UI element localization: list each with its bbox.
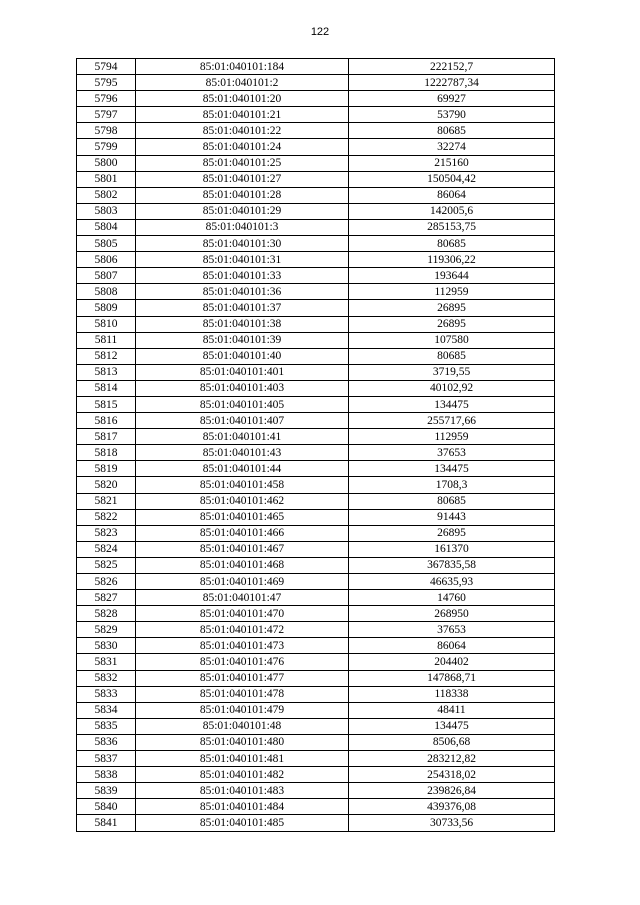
cadastral-number-cell: 85:01:040101:482 [136,767,349,783]
cadastral-number-cell: 85:01:040101:20 [136,91,349,107]
table-row [77,622,555,638]
cadastral-value-cell: 14760 [349,590,555,606]
cadastral-value-cell: 37653 [349,622,555,638]
row-number-cell: 5824 [77,541,136,557]
row-number-cell: 5823 [77,525,136,541]
cadastral-value-cell: 30733,56 [349,815,555,831]
cadastral-number-cell: 85:01:040101:36 [136,284,349,300]
row-number-cell: 5807 [77,268,136,284]
cadastral-value-cell: 8506,68 [349,734,555,750]
row-number-cell: 5833 [77,686,136,702]
cadastral-number-cell: 85:01:040101:476 [136,654,349,670]
row-number-cell: 5827 [77,590,136,606]
cadastral-value-cell: 86064 [349,638,555,654]
cadastral-value-cell: 1222787,34 [349,75,555,91]
cadastral-number-cell: 85:01:040101:467 [136,541,349,557]
table-row [77,606,555,622]
cadastral-number-cell: 85:01:040101:477 [136,670,349,686]
table-row [77,123,555,139]
row-number-cell: 5815 [77,396,136,412]
cadastral-value-cell: 48411 [349,702,555,718]
table-row [77,590,555,606]
cadastral-value-cell: 118338 [349,686,555,702]
cadastral-value-cell: 204402 [349,654,555,670]
cadastral-value-cell: 80685 [349,348,555,364]
cadastral-number-cell: 85:01:040101:480 [136,734,349,750]
cadastral-value-cell: 254318,02 [349,767,555,783]
table-row [77,316,555,332]
cadastral-number-cell: 85:01:040101:184 [136,59,349,75]
cadastral-value-cell: 215160 [349,155,555,171]
table-row [77,670,555,686]
cadastral-number-cell: 85:01:040101:485 [136,815,349,831]
cadastral-number-cell: 85:01:040101:33 [136,268,349,284]
cadastral-number-cell: 85:01:040101:483 [136,783,349,799]
row-number-cell: 5821 [77,493,136,509]
cadastral-value-cell: 86064 [349,187,555,203]
cadastral-value-cell: 367835,58 [349,557,555,573]
row-number-cell: 5806 [77,252,136,268]
row-number-cell: 5804 [77,219,136,235]
table-row [77,574,555,590]
table-row [77,557,555,573]
cadastral-value-table [76,58,555,832]
row-number-cell: 5811 [77,332,136,348]
table-row [77,107,555,123]
table-row [77,686,555,702]
cadastral-value-cell: 1708,3 [349,477,555,493]
cadastral-number-cell: 85:01:040101:469 [136,574,349,590]
cadastral-number-cell: 85:01:040101:472 [136,622,349,638]
table-row [77,541,555,557]
cadastral-number-cell: 85:01:040101:405 [136,396,349,412]
cadastral-number-cell: 85:01:040101:22 [136,123,349,139]
cadastral-value-cell: 46635,93 [349,574,555,590]
row-number-cell: 5834 [77,702,136,718]
row-number-cell: 5841 [77,815,136,831]
table-row [77,654,555,670]
table-row [77,348,555,364]
row-number-cell: 5839 [77,783,136,799]
cadastral-number-cell: 85:01:040101:473 [136,638,349,654]
cadastral-value-cell: 53790 [349,107,555,123]
table-row [77,59,555,75]
row-number-cell: 5822 [77,509,136,525]
row-number-cell: 5830 [77,638,136,654]
cadastral-value-cell: 40102,92 [349,380,555,396]
cadastral-value-cell: 134475 [349,396,555,412]
cadastral-value-cell: 80685 [349,236,555,252]
row-number-cell: 5819 [77,461,136,477]
table-row [77,171,555,187]
cadastral-value-cell: 80685 [349,493,555,509]
table-body [77,59,555,832]
table-row [77,252,555,268]
row-number-cell: 5814 [77,380,136,396]
cadastral-number-cell: 85:01:040101:29 [136,203,349,219]
row-number-cell: 5838 [77,767,136,783]
table-row [77,75,555,91]
cadastral-number-cell: 85:01:040101:30 [136,236,349,252]
cadastral-value-cell: 26895 [349,316,555,332]
cadastral-value-cell: 193644 [349,268,555,284]
table-row [77,525,555,541]
cadastral-number-cell: 85:01:040101:466 [136,525,349,541]
cadastral-number-cell: 85:01:040101:48 [136,718,349,734]
cadastral-number-cell: 85:01:040101:407 [136,413,349,429]
cadastral-number-cell: 85:01:040101:31 [136,252,349,268]
cadastral-number-cell: 85:01:040101:478 [136,686,349,702]
row-number-cell: 5800 [77,155,136,171]
cadastral-number-cell: 85:01:040101:468 [136,557,349,573]
table-row [77,139,555,155]
table-row [77,815,555,831]
cadastral-number-cell: 85:01:040101:458 [136,477,349,493]
cadastral-number-cell: 85:01:040101:484 [136,799,349,815]
table-row [77,702,555,718]
cadastral-value-cell: 147868,71 [349,670,555,686]
table-row [77,783,555,799]
row-number-cell: 5803 [77,203,136,219]
row-number-cell: 5802 [77,187,136,203]
cadastral-value-cell: 107580 [349,332,555,348]
cadastral-number-cell: 85:01:040101:44 [136,461,349,477]
cadastral-number-cell: 85:01:040101:465 [136,509,349,525]
row-number-cell: 5818 [77,445,136,461]
table-row [77,413,555,429]
table-row [77,396,555,412]
cadastral-number-cell: 85:01:040101:37 [136,300,349,316]
cadastral-number-cell: 85:01:040101:462 [136,493,349,509]
page-number: 122 [310,26,330,38]
table-row [77,477,555,493]
row-number-cell: 5799 [77,139,136,155]
cadastral-value-cell: 69927 [349,91,555,107]
cadastral-value-cell: 91443 [349,509,555,525]
cadastral-number-cell: 85:01:040101:41 [136,429,349,445]
cadastral-value-cell: 134475 [349,461,555,477]
cadastral-value-cell: 37653 [349,445,555,461]
table-row [77,364,555,380]
cadastral-number-cell: 85:01:040101:24 [136,139,349,155]
row-number-cell: 5812 [77,348,136,364]
row-number-cell: 5795 [77,75,136,91]
row-number-cell: 5794 [77,59,136,75]
cadastral-value-cell: 26895 [349,525,555,541]
cadastral-value-cell: 283212,82 [349,751,555,767]
table-row [77,300,555,316]
cadastral-number-cell: 85:01:040101:43 [136,445,349,461]
row-number-cell: 5837 [77,751,136,767]
row-number-cell: 5801 [77,171,136,187]
cadastral-value-cell: 239826,84 [349,783,555,799]
cadastral-value-cell: 161370 [349,541,555,557]
row-number-cell: 5829 [77,622,136,638]
cadastral-value-cell: 32274 [349,139,555,155]
row-number-cell: 5817 [77,429,136,445]
row-number-cell: 5826 [77,574,136,590]
row-number-cell: 5832 [77,670,136,686]
table-row [77,638,555,654]
row-number-cell: 5825 [77,557,136,573]
table-row [77,509,555,525]
cadastral-number-cell: 85:01:040101:25 [136,155,349,171]
cadastral-value-cell: 119306,22 [349,252,555,268]
cadastral-value-cell: 150504,42 [349,171,555,187]
cadastral-number-cell: 85:01:040101:401 [136,364,349,380]
cadastral-number-cell: 85:01:040101:2 [136,75,349,91]
table-row [77,734,555,750]
table-row [77,799,555,815]
cadastral-value-cell: 26895 [349,300,555,316]
table-row [77,219,555,235]
cadastral-number-cell: 85:01:040101:38 [136,316,349,332]
row-number-cell: 5828 [77,606,136,622]
table-row [77,461,555,477]
row-number-cell: 5831 [77,654,136,670]
table-row [77,718,555,734]
cadastral-value-cell: 80685 [349,123,555,139]
row-number-cell: 5820 [77,477,136,493]
row-number-cell: 5797 [77,107,136,123]
cadastral-number-cell: 85:01:040101:3 [136,219,349,235]
table-row [77,91,555,107]
cadastral-value-cell: 255717,66 [349,413,555,429]
cadastral-value-cell: 439376,08 [349,799,555,815]
table-row [77,187,555,203]
cadastral-number-cell: 85:01:040101:481 [136,751,349,767]
cadastral-number-cell: 85:01:040101:479 [136,702,349,718]
cadastral-number-cell: 85:01:040101:28 [136,187,349,203]
table-row [77,155,555,171]
table-row [77,429,555,445]
cadastral-value-cell: 222152,7 [349,59,555,75]
row-number-cell: 5805 [77,236,136,252]
table-row [77,236,555,252]
cadastral-value-cell: 134475 [349,718,555,734]
cadastral-number-cell: 85:01:040101:470 [136,606,349,622]
cadastral-value-cell: 112959 [349,284,555,300]
table-row [77,268,555,284]
table-row [77,751,555,767]
row-number-cell: 5808 [77,284,136,300]
cadastral-number-cell: 85:01:040101:21 [136,107,349,123]
row-number-cell: 5813 [77,364,136,380]
cadastral-value-cell: 285153,75 [349,219,555,235]
cadastral-number-cell: 85:01:040101:39 [136,332,349,348]
row-number-cell: 5840 [77,799,136,815]
table-row [77,332,555,348]
row-number-cell: 5810 [77,316,136,332]
table-row [77,445,555,461]
row-number-cell: 5816 [77,413,136,429]
cadastral-value-cell: 268950 [349,606,555,622]
table-row [77,203,555,219]
cadastral-number-cell: 85:01:040101:403 [136,380,349,396]
cadastral-number-cell: 85:01:040101:27 [136,171,349,187]
table-row [77,493,555,509]
cadastral-value-cell: 3719,55 [349,364,555,380]
cadastral-number-cell: 85:01:040101:47 [136,590,349,606]
table-row [77,380,555,396]
row-number-cell: 5809 [77,300,136,316]
table-row [77,767,555,783]
row-number-cell: 5836 [77,734,136,750]
row-number-cell: 5796 [77,91,136,107]
cadastral-value-cell: 112959 [349,429,555,445]
cadastral-number-cell: 85:01:040101:40 [136,348,349,364]
row-number-cell: 5835 [77,718,136,734]
row-number-cell: 5798 [77,123,136,139]
cadastral-value-cell: 142005,6 [349,203,555,219]
table-row [77,284,555,300]
